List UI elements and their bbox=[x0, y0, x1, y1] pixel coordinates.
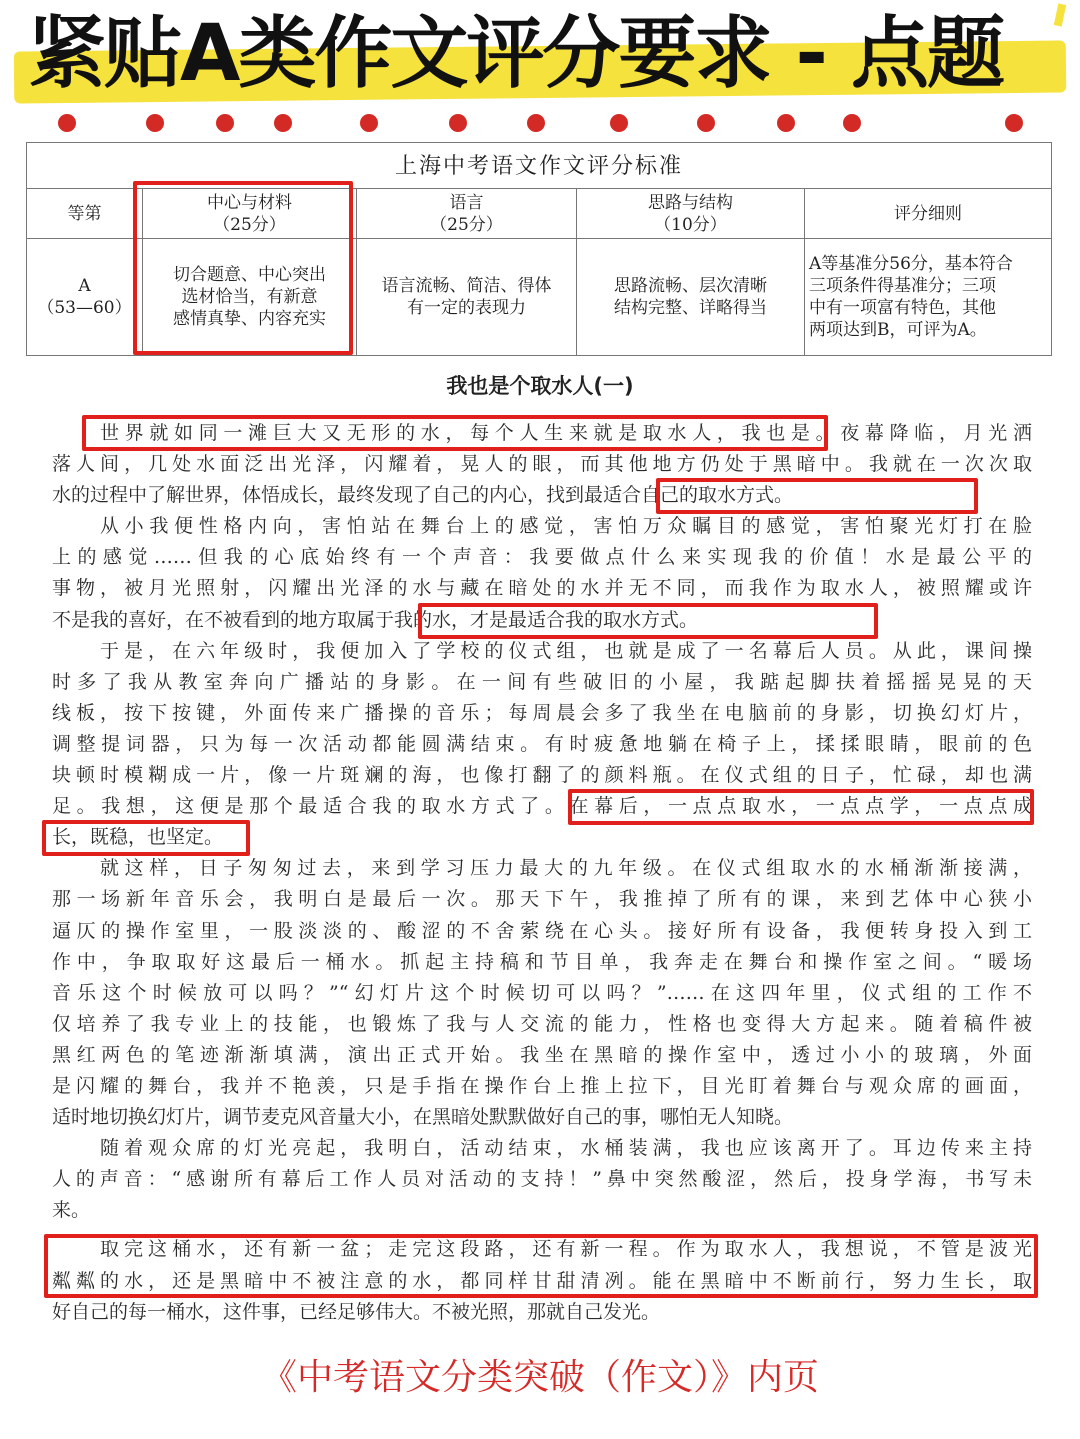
table-title: 上海中考语文作文评分标准 bbox=[27, 143, 1051, 189]
essay-line: 随着观众席的灯光亮起，我明白，活动结束，水桶装满，我也应该离开了。耳边传来主持 bbox=[100, 1137, 1032, 1160]
essay-line: 于是，在六年级时，我便加入了学校的仪式组，也就是成了一名幕后人员。从此，课间操 bbox=[100, 639, 1032, 662]
essay-line: 黑红两色的笔迹渐渐填满，演出正式开始。我坐在黑暗的操作室中，透过小小的玻璃，外面 bbox=[52, 1043, 1032, 1066]
essay-title: 我也是个取水人(一) bbox=[446, 374, 634, 398]
essay-line: 不是我的喜好，在不被看到的地方取属于我的水，才是最适合我的取水方式。 bbox=[52, 608, 699, 631]
dot bbox=[777, 114, 795, 132]
essay-line: 从小我便性格内向，害怕站在舞台上的感觉，害怕万众瞩目的感觉，害怕聚光灯打在脸 bbox=[100, 515, 1032, 538]
essay-line: 是闪耀的舞台，我并不艳羡，只是手指在操作台上推上拉下，目光盯着舞台与观众席的画面， bbox=[52, 1074, 1032, 1097]
table-row-grade-a bbox=[27, 239, 1051, 355]
essay-line: 那一场新年音乐会，我明白是最后一次。那天下午，我推掉了所有的课，来到艺体中心狭小 bbox=[52, 888, 1032, 911]
header-banner bbox=[0, 0, 1080, 112]
essay-line: 仅培养了我专业上的技能，也锻炼了我与人交流的能力，性格也变得大方起来。随着稿件被 bbox=[52, 1012, 1032, 1035]
cell-language: 语言流畅、简洁、得体 有一定的表现力 bbox=[357, 239, 577, 355]
book-reference: 《中考语文分类突破（作文）》内页 bbox=[260, 1357, 819, 1398]
dot bbox=[216, 114, 234, 132]
dot bbox=[360, 114, 378, 132]
essay-line: 粼粼的水，还是黑暗中不被注意的水，都同样甘甜清冽。能在黑暗中不断前行，努力生长，取 bbox=[52, 1269, 1032, 1292]
dot bbox=[843, 114, 861, 132]
essay-line: 线板，按下按键，外面传来广播操的音乐；每周晨会多了我坐在电脑前的身影，切换幻灯片， bbox=[52, 701, 1032, 724]
cell-structure: 思路流畅、层次清晰 结构完整、详略得当 bbox=[577, 239, 805, 355]
essay-line: 音乐这个时候放可以吗？”“幻灯片这个时候切可以吗？”……在这四年里，仪式组的工作不 bbox=[52, 981, 1032, 1004]
essay-line: 事物，被月光照射，闪耀出光泽的水与藏在暗处的水并无不同，而我作为取水人，被照耀或许 bbox=[52, 577, 1032, 600]
cell-content: 切合题意、中心突出 选材恰当，有新意 感情真挚、内容充实 bbox=[143, 239, 357, 355]
essay-line: 就这样，日子匆匆过去，来到学习压力最大的九年级。在仪式组取水的水桶渐渐接满， bbox=[100, 857, 1032, 880]
dot bbox=[527, 114, 545, 132]
essay-line: 块顿时模糊成一片，像一片斑斓的海，也像打翻了的颜料瓶。在仪式组的日子，忙碌，却也满 bbox=[52, 764, 1032, 787]
dot bbox=[449, 114, 467, 132]
essay-line: 调整提词器，只为每一次活动都能圆满结束。有时疲惫地躺在椅子上，揉揉眼睛，眼前的色 bbox=[52, 732, 1032, 755]
essay-line: 长，既稳，也坚定。 bbox=[52, 826, 224, 849]
banner-title: 紧贴A类作文评分要求 - 点题 bbox=[28, 9, 1004, 99]
essay-line: 人的声音：“感谢所有幕后工作人员对活动的支持！”鼻中突然酸涩，然后，投身学海，书写未 bbox=[52, 1168, 1032, 1191]
essay-line: 取完这桶水，还有新一盆；走完这段路，还有新一程。作为取水人，我想说，不管是波光 bbox=[100, 1238, 1032, 1261]
cell-grade: A （53—60） bbox=[27, 239, 143, 355]
dot bbox=[697, 114, 715, 132]
essay-line: 足。我想，这便是那个最适合我的取水方式了。在幕后，一点点取水，一点点学，一点点成 bbox=[52, 795, 1032, 818]
essay-line: 世界就如同一滩巨大又无形的水，每个人生来就是取水人，我也是。夜幕降临，月光洒 bbox=[100, 422, 1032, 444]
header-cell-rules: 评分细则 bbox=[894, 203, 962, 224]
essay-line: 来。 bbox=[52, 1199, 91, 1222]
dot bbox=[274, 114, 292, 132]
decorative-dot-row bbox=[0, 112, 1080, 134]
dot bbox=[610, 114, 628, 132]
essay-line: 好自己的每一桶水，这件事，已经足够伟大。不被光照，那就自己发光。 bbox=[52, 1300, 661, 1323]
header-cell-language: 语言 （25分） bbox=[357, 189, 577, 238]
table-header-row bbox=[27, 189, 1051, 239]
essay-line: 适时地切换幻灯片，调节麦克风音量大小，在黑暗处默默做好自己的事，哪怕无人知晓。 bbox=[52, 1106, 794, 1129]
dot bbox=[1005, 114, 1023, 132]
dot bbox=[146, 114, 164, 132]
header-cell-content: 中心与材料 （25分） bbox=[143, 189, 357, 238]
essay-line: 上的感觉……但我的心底始终有一个声音：我要做点什么来实现我的价值！水是最公平的 bbox=[52, 546, 1032, 569]
header-cell-grade: 等第 bbox=[27, 189, 143, 238]
essay-line: 作中，争取取好这最后一桶水。抓起主持稿和节目单，我奔走在舞台和操作室之间。“暖场 bbox=[52, 950, 1032, 973]
scoring-criteria-table bbox=[26, 142, 1052, 356]
essay-line: 时多了我从教室奔向广播站的身影。在一间有些破旧的小屋，我踮起脚扶着摇摇晃晃的天 bbox=[52, 670, 1032, 693]
header-cell-structure: 思路与结构 （10分） bbox=[577, 189, 805, 238]
essay-line: 逼仄的操作室里，一股淡淡的、酸涩的不舍萦绕在心头。接好所有设备，我便转身投入到工 bbox=[52, 919, 1032, 942]
essay-line: 落人间，几处水面泛出光泽，闪耀着，晃人的眼，而其他地方仍处于黑暗中。我就在一次次取 bbox=[52, 453, 1032, 476]
cell-rules: A等基准分56分，基本符合 三项条件得基准分；三项 中有一项富有特色，其他 两项达到B，可评为A。 bbox=[809, 254, 1013, 340]
paragraph-gap bbox=[52, 1226, 1032, 1234]
essay-line: 水的过程中了解世界，体悟成长，最终发现了自己的内心，找到最适合自己的取水方式。 bbox=[52, 484, 794, 507]
dot bbox=[58, 114, 76, 132]
essay-body bbox=[52, 418, 1032, 1328]
